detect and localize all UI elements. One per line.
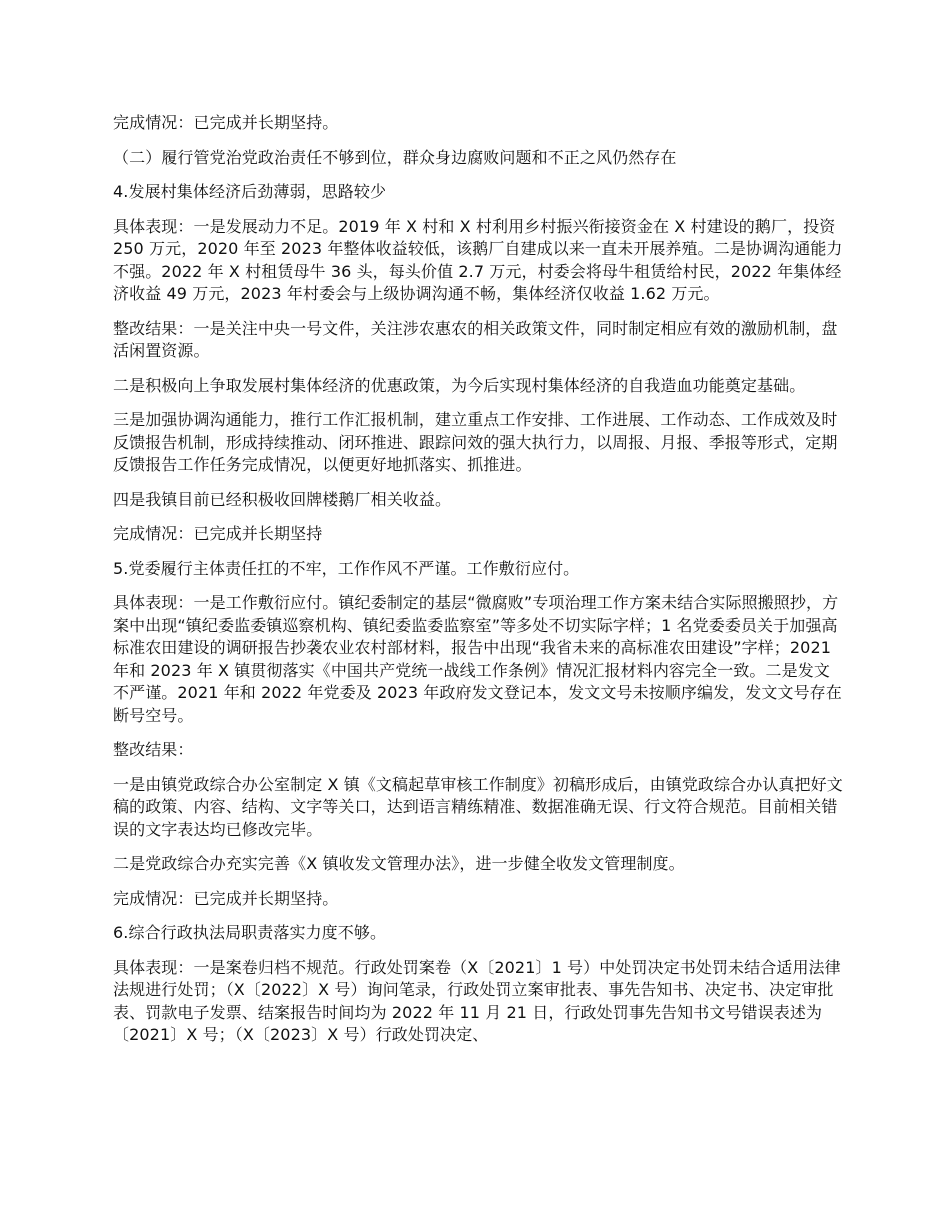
paragraph-specific-performance-5: 具体表现：一是工作敷衍应付。镇纪委制定的基层“微腐败”专项治理工作方案未结合实际照搬照抄，方案中出现“镇纪委监委镇巡察机构、镇纪委监委监察室”等多处不切实际字样；1 名党委委员关于加强高标准农田建设的调研报告抄袭农业农村部材料，报告中出现“我省未来的高标准农田建设”字样；2021 年和 2023 年 X 镇贯彻落实《中国共产党统一战线工作条例》情况汇报材料内容完全一致。二是发文不严谨。2021 年和 2022 年党委及 2023 年政府发文登记本，发文文号未按顺序编发，发文文号存在断号空号。 — [113, 593, 842, 725]
item-heading-5: 5.党委履行主体责任扛的不牢，工作作风不严谨。工作敷衍应付。 — [113, 558, 580, 578]
paragraph-specific-performance-6: 具体表现：一是案卷归档不规范。行政处罚案卷（X〔2021〕1 号）中处罚决定书处罚未结合适用法律法规进行处罚；（X〔2022〕X 号）询问笔录，行政处罚立案审批表、事先告知书、决定书、决定审批表、罚款电子发票、结案报告时间均为 2022 年 11 月 21 日，行政处罚事先告知书文号错误表述为〔2021〕X 号；（X〔2023〕X 号）行政处罚决定、 — [113, 957, 841, 1044]
item-heading-6: 6.综合行政执法局职责落实力度不够。 — [113, 923, 387, 942]
paragraph-rectification-result-4a: 整改结果：一是关注中央一号文件，关注涉农惠农的相关政策文件，同时制定相应有效的激励机制，盘活闲置资源。 — [113, 318, 838, 360]
paragraph-rectification-5b: 二是党政综合办充实完善《X 镇收发文管理办法》，进一步健全收发文管理制度。 — [113, 854, 685, 873]
paragraph-rectification-5a: 一是由镇党政综合办公室制定 X 镇《文稿起草审核工作制度》初稿形成后，由镇党政综合办认真把好文稿的政策、内容、结构、文字等关口，达到语言精练精准、数据准确无误、行文符合规范。目前相关错误的文字表达均已修改完毕。 — [113, 774, 843, 839]
paragraph-rectification-4d: 四是我镇目前已经积极收回牌楼鹅厂相关收益。 — [113, 489, 452, 509]
paragraph-completion-status-5: 完成情况：已完成并长期坚持。 — [113, 888, 339, 908]
section-heading-2: （二）履行管党治党政治责任不够到位，群众身边腐败问题和不正之风仍然存在 — [113, 147, 677, 167]
paragraph-rectification-4c: 三是加强协调沟通能力，推行工作汇报机制，建立重点工作安排、工作进展、工作动态、工作成效及时反馈报告机制，形成持续推动、闭环推进、跟踪问效的强大执行力，以周报、月报、季报等形式，定期反馈报告工作任务完成情况，以便更好地抓落实、抓推进。 — [113, 410, 838, 474]
paragraph-specific-performance-4: 具体表现：一是发展动力不足。2019 年 X 村和 X 村利用乡村振兴衔接资金在 X 村建设的鹅厂，投资 250 万元，2020 年至 2023 年整体收益较低，该鹅厂自建成以来一直未开展养殖。二是协调沟通能力不强。2022 年 X 村租赁母牛 36 头，每头价值 2.7 万元，村委会将母牛租赁给村民，2022 年集体经济收益 49 万元，2023 年村委会与上级协调沟通不畅，集体经济仅收益 1.62 万元。 — [113, 216, 843, 303]
paragraph-completion-status-4: 完成情况：已完成并长期坚持 — [113, 524, 323, 543]
document-page — [113, 112, 843, 1059]
paragraph-completion-status-1: 完成情况：已完成并长期坚持。 — [113, 113, 339, 132]
paragraph-rectification-4b: 二是积极向上争取发展村集体经济的优惠政策，为今后实现村集体经济的自我造血功能奠定基础。 — [113, 375, 806, 395]
item-heading-4: 4.发展村集体经济后劲薄弱，思路较少 — [113, 182, 387, 201]
paragraph-rectification-result-5-label: 整改结果： — [113, 740, 194, 759]
